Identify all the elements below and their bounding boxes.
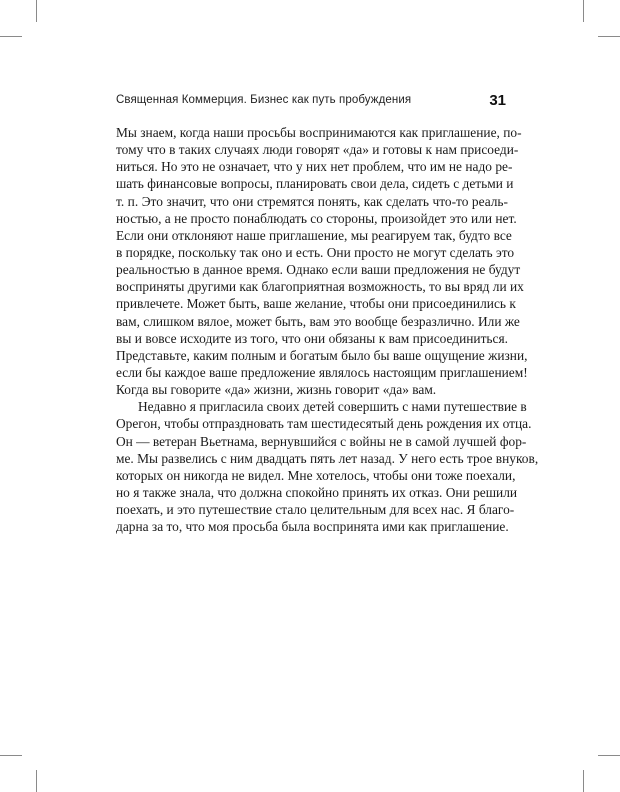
text-line: вы и вовсе исходите из того, что они обязаны к вам присоединиться. <box>116 330 508 346</box>
text-line: Если они отклоняют наше приглашение, мы реагируем так, будто все <box>116 227 512 243</box>
text-line: Представьте, каким полным и богатым было бы ваше ощущение жизни, <box>116 347 528 363</box>
text-line: Недавно я пригласила своих детей совершить с нами путешествие в <box>138 399 527 415</box>
text-line: шать финансовые вопросы, планировать свои дела, сидеть с детьми и <box>116 176 514 192</box>
page-header <box>116 92 506 112</box>
text-line: но я также знала, что должна спокойно принять их отказ. Они решили <box>116 484 518 500</box>
crop-mark-bottom-right <box>583 770 584 792</box>
body-text <box>116 124 539 535</box>
page-number: 31 <box>489 92 506 109</box>
text-line: Орегон, чтобы отпраздновать там шестидесятый день рождения их отца. <box>116 416 532 432</box>
text-line: Когда вы говорите «да» жизни, жизнь говорит «да» вам. <box>116 382 437 398</box>
text-line: тому что в таких случаях люди говорят «да» и готовы к нам присоеди- <box>116 142 519 158</box>
text-line: если бы каждое ваше предложение являлось настоящим приглашением! <box>116 364 528 380</box>
text-line: ностью, а не просто понаблюдать со стороны, произойдет это или нет. <box>116 210 517 226</box>
text-line: в порядке, поскольку так оно и есть. Они просто не могут сделать это <box>116 244 515 260</box>
text-line: ме. Мы развелись с ним двадцать пять лет назад. У него есть трое внуков, <box>116 450 539 466</box>
crop-mark-bottom-right-h <box>598 755 620 756</box>
paragraph-2 <box>116 398 539 535</box>
text-line: привлечете. Может быть, ваше желание, чтобы они присоединились к <box>116 296 516 312</box>
running-title: Священная Коммерция. Бизнес как путь пробуждения <box>116 94 412 106</box>
text-line: которых он никогда не видел. Мне хотелось, чтобы они тоже поехали, <box>116 467 516 483</box>
text-line: реальностью в данное время. Однако если ваши предложения не будут <box>116 262 521 278</box>
text-line: вам, слишком вялое, может быть, вам это вообще безразлично. Или же <box>116 313 520 329</box>
crop-mark-top-left-h <box>0 36 22 37</box>
crop-mark-top-right-h <box>598 36 620 37</box>
text-line: ниться. Но это не означает, что у них нет проблем, что им не надо ре- <box>116 159 513 175</box>
paragraph-1 <box>116 124 528 398</box>
text-line: т. п. Это значит, что они стремятся понять, как сделать что-то реаль- <box>116 193 508 209</box>
text-line: дарна за то, что моя просьба была воспринята ими как приглашение. <box>116 519 509 535</box>
text-line: Мы знаем, когда наши просьбы воспринимаются как приглашение, по- <box>116 125 522 140</box>
text-line: Он — ветеран Вьетнама, вернувшийся с войны не в самой лучшей фор- <box>116 433 527 449</box>
crop-mark-bottom-left-h <box>0 755 22 756</box>
crop-mark-top-left <box>36 0 37 22</box>
crop-mark-top-right <box>583 0 584 22</box>
text-line: поехать, и это путешествие стало целительным для всех нас. Я благо- <box>116 502 515 518</box>
text-line: восприняты другими как благоприятная возможность, то вы вряд ли их <box>116 279 524 295</box>
crop-mark-bottom-left <box>36 770 37 792</box>
